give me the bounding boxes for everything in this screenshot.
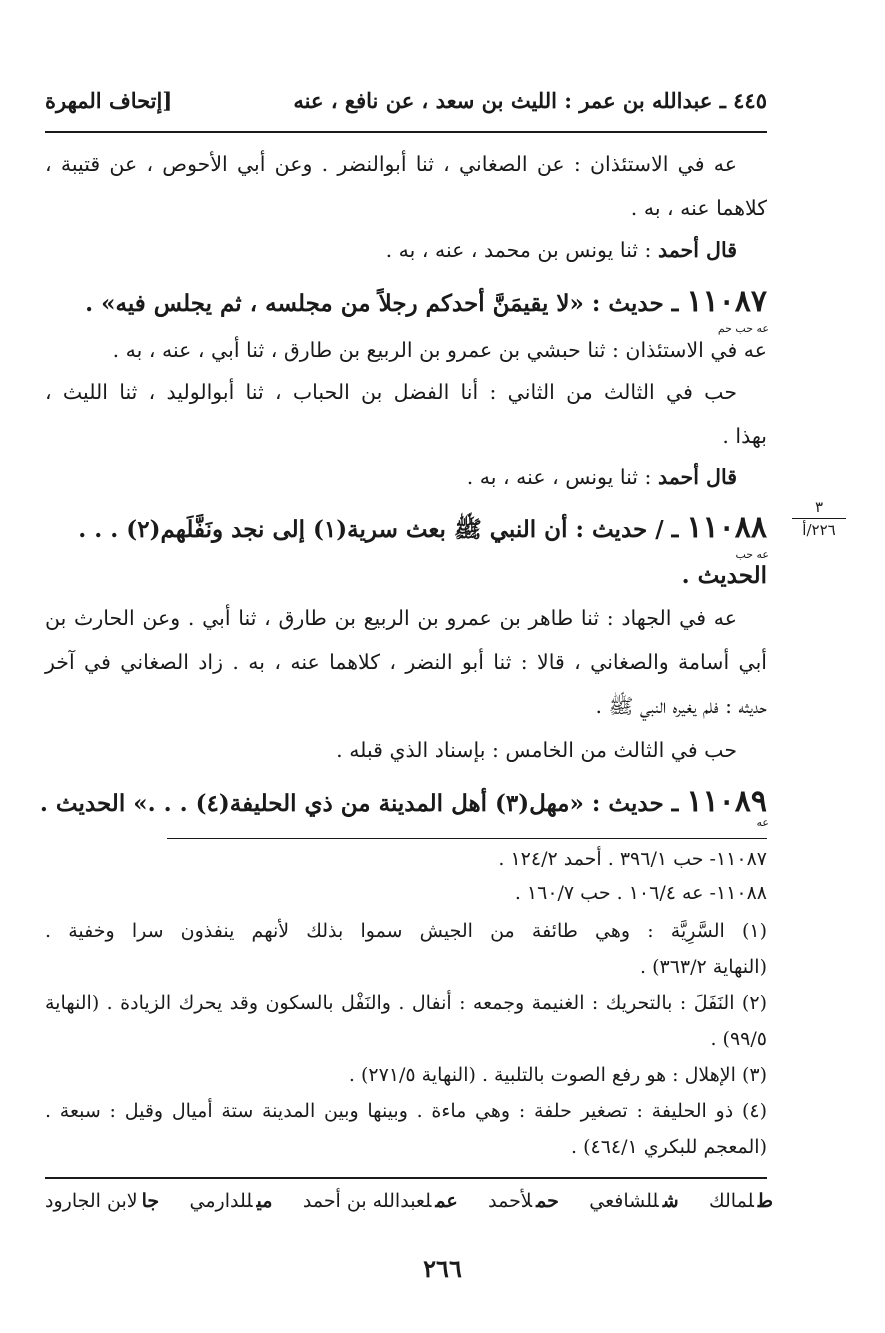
body-line xyxy=(45,238,767,262)
footnote-reference: ١١٠٨٨- عه ١٠٦/٤ . حب ١٦٠/٧ . xyxy=(514,882,767,904)
footnote-2-cont: ٩٩/٥) . xyxy=(710,1028,767,1050)
hadith-continuation: الحديث . xyxy=(681,562,767,589)
legend-item: عملعبدالله بن أحمد xyxy=(302,1190,458,1212)
body-line: حب في الثالث من الخامس : بإسناد الذي قبله . xyxy=(336,738,737,762)
body-text: : ثنا يونس بن محمد ، عنه ، به . xyxy=(385,238,658,262)
body-line xyxy=(45,465,767,489)
footnote-4-cont: (المعجم للبكري ٤٦٤/١) . xyxy=(570,1136,767,1158)
body-line: حب في الثالث من الثاني : أنا الفضل بن الحباب ، ثنا أبوالوليد ، ثنا الليث ، xyxy=(45,380,737,404)
running-header-book: [إتحاف المهرة xyxy=(45,88,173,113)
body-line: بهذا . xyxy=(722,424,767,448)
hadith-text: ـ حديث : «مهل(٣) أهل المدينة من ذي الحليفة(٤) . . .» الحديث . xyxy=(39,790,687,817)
margin-note-bottom: ٢٢٦/أ xyxy=(802,521,836,539)
margin-folio-note xyxy=(788,498,850,539)
hadith-heading-11087 xyxy=(45,284,767,319)
body-text: : ثنا يونس ، عنه ، به . xyxy=(466,465,658,489)
hadith-number: ١١٠٨٨ xyxy=(686,510,767,545)
main-text xyxy=(39,0,769,840)
footnote-4: (٤) ذو الحليفة : تصغير حلفة : وهي ماءة . وبينها وبين المدينة ستة أميال وقيل : سبعة . xyxy=(45,1100,767,1122)
footnote-3: (٣) الإهلال : هو رفع الصوت بالتلبية . (النهاية ٢٧١/٥) . xyxy=(348,1064,767,1086)
author-name: قال أحمد xyxy=(657,238,737,262)
hadith-sigla: عه حب xyxy=(735,548,769,561)
hadith-heading-11088 xyxy=(45,510,767,549)
hadith-text: ـ حديث : «لا يقيمَنَّ أحدكم رجلاً من مجلسه ، ثم يجلس فيه» . xyxy=(85,290,687,317)
body-line: عه في الجهاد : ثنا طاهر بن عمرو بن الربيع بن طارق ، ثنا أبي . وعن الحارث بن xyxy=(45,606,737,630)
legend-item: شللشافعي xyxy=(589,1190,679,1212)
body-line: أبي أسامة والصغاني ، قالا : ثنا أبو النضر ، كلاهما عنه ، به . زاد الصغاني في آخر xyxy=(45,650,767,674)
legend-rule xyxy=(45,1177,767,1179)
margin-note-divider xyxy=(792,518,846,519)
page-number: ٢٦٦ xyxy=(423,1254,462,1283)
footnote-1: (١) السَّرِيَّة : وهي طائفة من الجيش سموا بذلك لأنهم ينفذون سرا وخفية . xyxy=(45,920,767,942)
legend-item: ميللدارمي xyxy=(189,1190,273,1212)
legend-item: حملأحمد xyxy=(488,1190,559,1212)
running-header-title: ٤٤٥ ـ عبدالله بن عمر : الليث بن سعد ، عن نافع ، عنه xyxy=(293,88,767,113)
abbreviation-legend xyxy=(45,1190,773,1212)
footnote-1-cont: (النهاية ٣٦٣/٢) . xyxy=(639,956,767,978)
body-line: عه في الاستئذان : ثنا حبشي بن عمرو بن الربيع بن طارق ، ثنا أبي ، عنه ، به . xyxy=(112,338,767,362)
legend-item: طلمالك xyxy=(709,1190,773,1212)
footnote-2: (٢) النَفَلَ : بالتحريك : الغنيمة وجمعه : أنفال . والنَفْل بالسكون وقد يحرك الزيادة . (النهاية xyxy=(45,992,767,1014)
footnote-rule xyxy=(167,838,767,839)
hadith-text: ـ / حديث : أن النبي ﷺ بعث سرية(١) إلى نجد ونَفَّلَهم(٢) . . . xyxy=(78,516,687,543)
hadith-number: ١١٠٨٩ xyxy=(686,784,767,819)
author-name: قال أحمد xyxy=(657,465,737,489)
hadith-sigla: عه xyxy=(756,816,769,829)
body-line: حديثه : فلم يغيره النبي ﷺ . xyxy=(595,694,767,718)
body-line: عه في الاستئذان : عن الصغاني ، ثنا أبوالنضر . وعن أبي الأحوص ، عن قتيبة ، xyxy=(45,152,737,176)
legend-item: جالابن الجارود xyxy=(45,1190,160,1212)
footnote-reference: ١١٠٨٧- حب ٣٩٦/١ . أحمد ١٢٤/٢ . xyxy=(498,848,767,870)
hadith-number: ١١٠٨٧ xyxy=(686,284,767,319)
hadith-heading-11089 xyxy=(39,784,767,819)
body-line: كلاهما عنه ، به . xyxy=(630,196,767,220)
hadith-sigla: عه حب حم xyxy=(717,322,769,335)
margin-note-top: ٣ xyxy=(814,498,824,516)
